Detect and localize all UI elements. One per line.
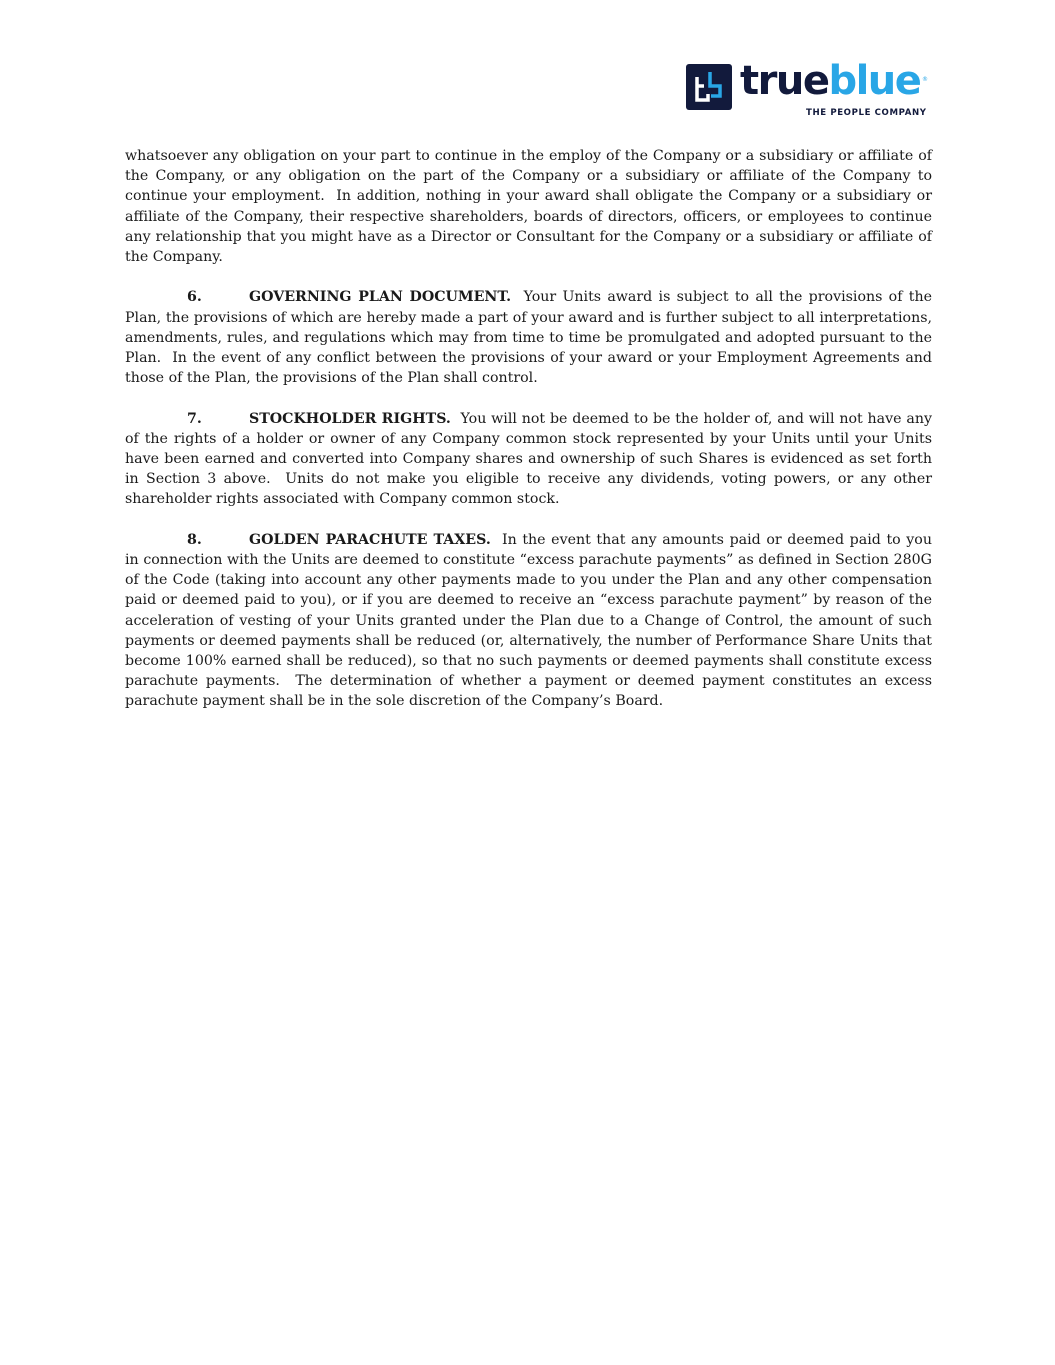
logo-tagline: THE PEOPLE COMPANY — [806, 108, 927, 118]
section-number: 6. — [187, 289, 202, 306]
document-body — [125, 146, 937, 732]
section-text: In the event that any amounts paid or deemed paid to you in connection with the Units are deemed to constitute “excess parachute payments” as defined in Section 280G of the Code (taking into account any other payments made to you under the Plan and any other compensation paid or deemed paid to you), or if you are deemed to receive an “excess parachute payment” by reason of the acceleration of vesting of your Units granted under the Plan due to a Change of Control, the amount of such payments or deemed payments shall be reduced (or, alternatively, the number of Performance Share Units that become 100% earned shall be reduced), so that no such payments or deemed payments shall constitute excess parachute payments. The determination of whether a payment or deemed payment constitutes an excess parachute payment shall be in the sole discretion of the Company’s Board. — [125, 531, 937, 710]
section-text: You will not be deemed to be the holder of, and will not have any of the rights of a holder or owner of any Company common stock represented by your Units until your Units have been earned and converted into Company shares and ownership of such Shares is evidenced as set forth in Section 3 above. Units do not make you eligible to receive any dividends, voting powers, or any other shareholder rights associated with Company common stock. — [125, 410, 937, 508]
logo-wordmark — [740, 55, 920, 107]
paragraph-text: whatsoever any obligation on your part to continue in the employ of the Company or a subsidiary or affiliate of the Company, or any obligation on the part of the Company or a subsidiary or affiliate of the Company to continue your employment. In addition, nothing in your award shall obligate the Company or a subsidiary or affiliate of the Company, their respective shareholders, boards of directors, officers, or employees to continue any relationship that you might have as a Director or Consultant for the Company or a subsidiary or affiliate of the Company. — [125, 148, 937, 266]
section-heading: STOCKHOLDER RIGHTS. — [249, 410, 451, 427]
logo-word-true: true — [740, 58, 829, 104]
section-number: 8. — [187, 531, 202, 548]
trueblue-logo-icon — [686, 64, 732, 110]
registered-mark: ® — [922, 76, 928, 83]
trueblue-logo — [686, 58, 934, 121]
section-heading: GOLDEN PARACHUTE TAXES. — [249, 531, 491, 548]
section-6-governing-plan-document — [125, 287, 937, 388]
section-7-stockholder-rights — [125, 409, 937, 510]
section-8-golden-parachute-taxes — [125, 530, 937, 712]
section-heading: GOVERNING PLAN DOCUMENT. — [249, 289, 512, 306]
section-number: 7. — [187, 410, 202, 427]
paragraph-continuation — [125, 146, 937, 267]
logo-word-blue: blue — [828, 58, 921, 104]
section-text: Your Units award is subject to all the provisions of the Plan, the provisions of which are hereby made a part of your award and is further subject to all interpretations, amendments, rules, and regulations which may from time to time be promulgated and adopted pursuant to the Plan. In the event of any conflict between the provisions of your award or your Employment Agreements and those of the Plan, the provisions of the Plan shall control. — [125, 289, 937, 387]
